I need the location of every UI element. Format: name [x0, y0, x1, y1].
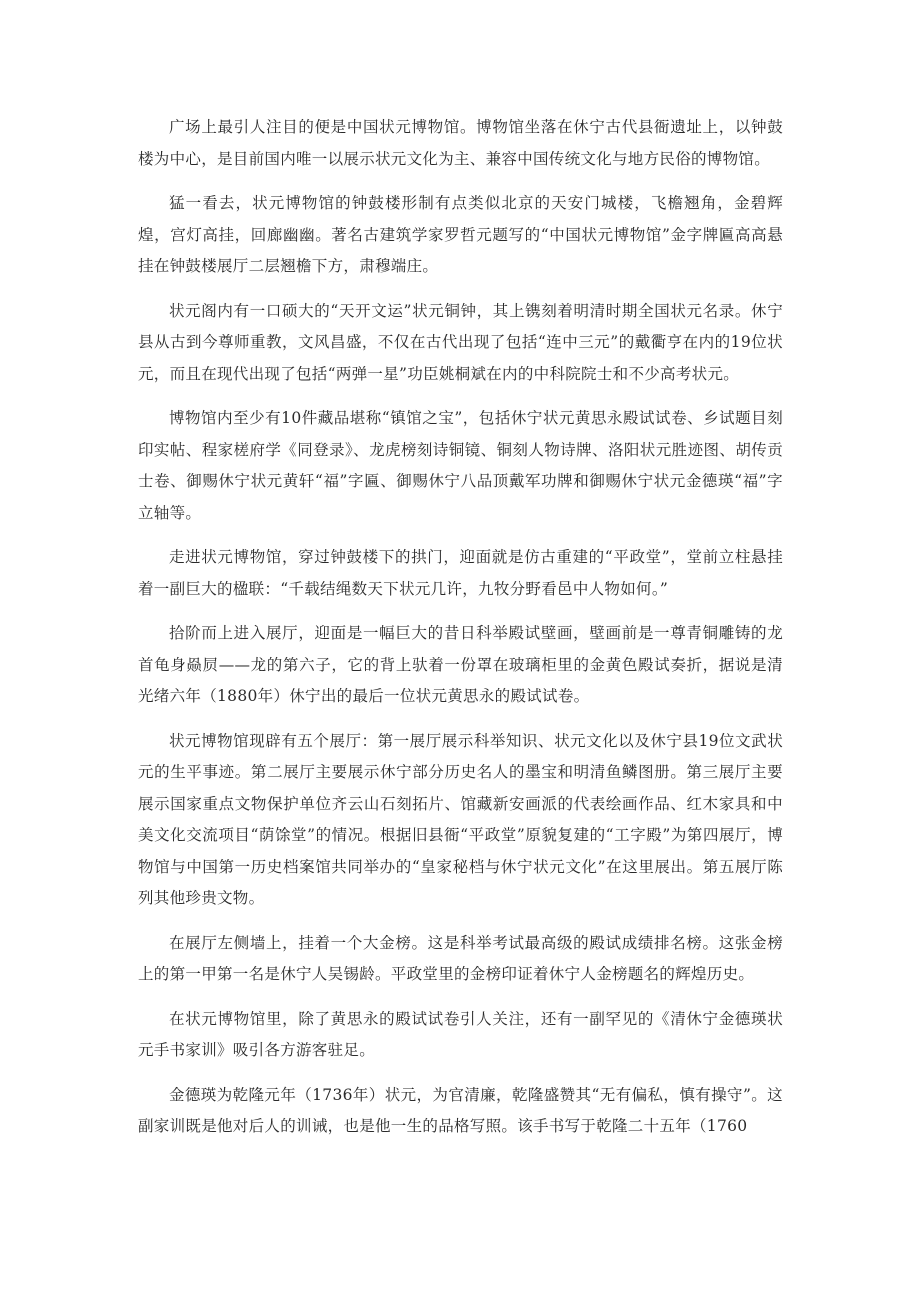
paragraph-4: 博物馆内至少有10件藏品堪称“镇馆之宝”，包括休宁状元黄思永殿试试卷、乡试题目刻印实帖、程家槎府学《同登录》、龙虎榜刻诗铜镜、铜刻人物诗牌、洛阳状元胜迹图、胡传贡士卷、御赐休宁状元黄轩“福”字匾、御赐休宁八品顶戴军功牌和御赐休宁状元金德瑛“福”字立轴等。 [138, 409, 783, 522]
document-page [138, 112, 783, 1156]
paragraph-9: 在状元博物馆里，除了黄思永的殿试试卷引人关注，还有一副罕见的《清休宁金德瑛状元手书家训》吸引各方游客驻足。 [138, 1009, 783, 1059]
paragraph-10: 金德瑛为乾隆元年（1736年）状元，为官清廉，乾隆盛赞其“无有偏私，慎有操守”。这副家训既是他对后人的训诫，也是他一生的品格写照。该手书写于乾隆二十五年（1760 [138, 1085, 783, 1135]
paragraph-1: 广场上最引人注目的便是中国状元博物馆。博物馆坐落在休宁古代县衙遗址上，以钟鼓楼为中心，是目前国内唯一以展示状元文化为主、兼容中国传统文化与地方民俗的博物馆。 [138, 118, 783, 168]
paragraph-6: 拾阶而上进入展厅，迎面是一幅巨大的昔日科举殿试壁画，壁画前是一尊青铜雕铸的龙首龟身赑屃——龙的第六子，它的背上驮着一份罩在玻璃柜里的金黄色殿试奏折，据说是清光绪六年（1880年）休宁出的最后一位状元黄思永的殿试试卷。 [138, 624, 783, 705]
paragraph-8: 在展厅左侧墙上，挂着一个大金榜。这是科举考试最高级的殿试成绩排名榜。这张金榜上的第一甲第一名是休宁人吴锡龄。平政堂里的金榜印证着休宁人金榜题名的辉煌历史。 [138, 933, 783, 983]
paragraph-2: 猛一看去，状元博物馆的钟鼓楼形制有点类似北京的天安门城楼，飞檐翘角，金碧辉煌，宫灯高挂，回廊幽幽。著名古建筑学家罗哲元题写的“中国状元博物馆”金字牌匾高高悬挂在钟鼓楼展厅二层翘檐下方，肃穆端庄。 [138, 194, 783, 275]
paragraph-7: 状元博物馆现辟有五个展厅：第一展厅展示科举知识、状元文化以及休宁县19位文武状元的生平事迹。第二展厅主要展示休宁部分历史名人的墨宝和明清鱼鳞图册。第三展厅主要展示国家重点文物保护单位齐云山石刻拓片、馆藏新安画派的代表绘画作品、红木家具和中美文化交流项目“荫馀堂”的情况。根据旧县衙“平政堂”原貌复建的“工字殿”为第四展厅，博物馆与中国第一历史档案馆共同举办的“皇家秘档与休宁状元文化”在这里展出。第五展厅陈列其他珍贵文物。 [138, 731, 783, 907]
paragraph-3: 状元阁内有一口硕大的“天开文运”状元铜钟，其上镌刻着明清时期全国状元名录。休宁县从古到今尊师重教，文风昌盛，不仅在古代出现了包括“连中三元”的戴衢亨在内的19位状元，而且在现代出现了包括“两弹一星”功臣姚桐斌在内的中科院院士和不少高考状元。 [138, 301, 783, 383]
paragraph-5: 走进状元博物馆，穿过钟鼓楼下的拱门，迎面就是仿古重建的“平政堂”，堂前立柱悬挂着一副巨大的楹联：“千载结绳数天下状元几许，九牧分野看邑中人物如何。” [138, 548, 783, 598]
